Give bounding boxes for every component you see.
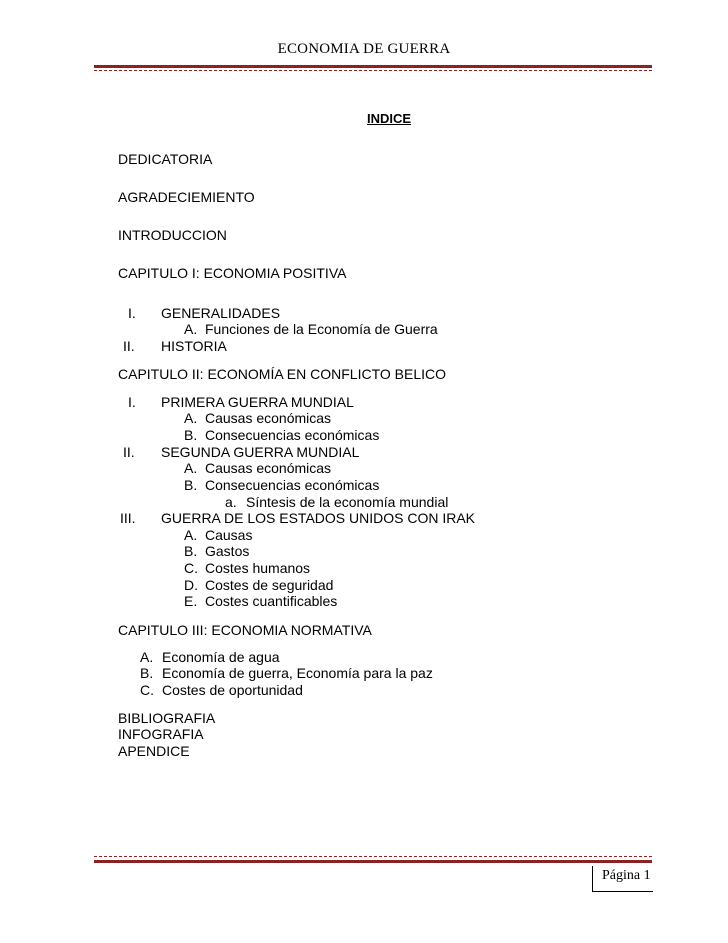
toc-subitem-letter: a. (225, 494, 237, 510)
toc-apendice: APENDICE (118, 743, 190, 759)
toc-item-letter: D. (184, 577, 198, 593)
toc-item-causas: Causas (205, 527, 253, 543)
toc-item-letter: B. (140, 665, 154, 681)
toc-chapter-3: CAPITULO III: ECONOMIA NORMATIVA (118, 622, 372, 638)
footer-rule-thick (94, 860, 652, 863)
toc-item-costes-humanos: Costes humanos (205, 560, 311, 576)
toc-agradecimiento: AGRADECIEMIENTO (118, 189, 255, 205)
toc-item-economia-agua: Economía de agua (162, 649, 280, 665)
toc-item-costes-cuantificables: Costes cuantificables (205, 593, 338, 609)
toc-chapter-1: CAPITULO I: ECONOMIA POSITIVA (118, 265, 347, 281)
toc-chapter-2: CAPITULO II: ECONOMÍA EN CONFLICTO BELICO (118, 366, 447, 382)
toc-item-letter: A. (184, 460, 198, 476)
toc-infografia: INFOGRAFIA (118, 726, 204, 742)
toc-dedicatoria: DEDICATORIA (118, 151, 213, 167)
toc-item-causas-economicas: Causas económicas (205, 410, 332, 426)
index-title: INDICE (367, 111, 412, 126)
document-header-title: ECONOMIA DE GUERRA (277, 41, 451, 57)
toc-item-consecuencias-economicas: Consecuencias económicas (205, 427, 380, 443)
toc-subitem-sintesis: Síntesis de la economía mundial (246, 494, 449, 510)
toc-item-gastos: Gastos (205, 543, 250, 559)
toc-item-letter: B. (184, 477, 198, 493)
toc-item-letter: A. (184, 410, 198, 426)
toc-introduccion: INTRODUCCION (118, 227, 227, 243)
toc-section-historia: HISTORIA (161, 338, 227, 354)
toc-roman-numeral: III. (120, 510, 136, 526)
toc-roman-numeral: I. (128, 394, 136, 410)
header-rule-thin (94, 70, 652, 71)
toc-item-causas-economicas: Causas económicas (205, 460, 332, 476)
toc-item-consecuencias-economicas: Consecuencias económicas (205, 477, 380, 493)
toc-section-primera-guerra: PRIMERA GUERRA MUNDIAL (161, 394, 354, 410)
footer-rule-thin (94, 856, 652, 857)
header-rule-thick (94, 65, 652, 68)
toc-item-economia-guerra-paz: Economía de guerra, Economía para la paz (162, 665, 433, 681)
toc-item-costes-seguridad: Costes de seguridad (205, 577, 334, 593)
toc-item-letter: A. (140, 649, 154, 665)
toc-section-generalidades: GENERALIDADES (161, 305, 281, 321)
toc-section-guerra-irak: GUERRA DE LOS ESTADOS UNIDOS CON IRAK (161, 510, 476, 526)
toc-item-letter: B. (184, 543, 198, 559)
toc-roman-numeral: II. (123, 444, 135, 460)
toc-item-letter: A. (184, 321, 198, 337)
toc-item-funciones: Funciones de la Economía de Guerra (205, 321, 438, 337)
toc-bibliografia: BIBLIOGRAFIA (118, 710, 216, 726)
toc-item-costes-oportunidad: Costes de oportunidad (162, 682, 303, 698)
toc-item-letter: C. (140, 682, 154, 698)
toc-item-letter: B. (184, 427, 198, 443)
toc-item-letter: C. (184, 560, 198, 576)
page-number: Página 1 (602, 868, 651, 883)
toc-section-segunda-guerra: SEGUNDA GUERRA MUNDIAL (161, 444, 360, 460)
toc-item-letter: E. (184, 593, 198, 609)
toc-item-letter: A. (184, 527, 198, 543)
toc-roman-numeral: I. (128, 305, 136, 321)
toc-roman-numeral: II. (123, 338, 135, 354)
